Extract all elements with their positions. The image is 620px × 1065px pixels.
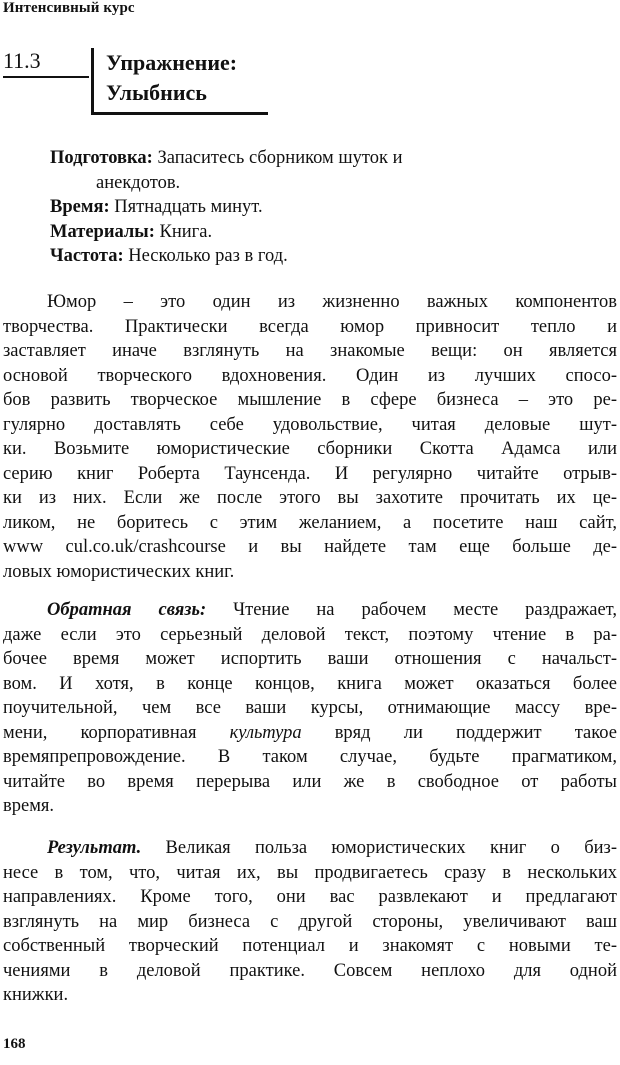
text-line: поучительной, чем все ваши курсы, отнимающие массу вре- bbox=[3, 698, 617, 718]
paragraph-result bbox=[3, 836, 617, 1008]
text-line: читайте во время перерыва или же в свободное от работы bbox=[3, 771, 617, 792]
text-line: ки из них. Если же после этого вы захотите прочитать их це- bbox=[3, 488, 617, 508]
detail-time bbox=[50, 195, 610, 220]
text-line: гулярно доставлять себе удовольствие, читая деловые шут- bbox=[3, 414, 617, 435]
detail-value: анекдотов. bbox=[96, 172, 181, 193]
emphasized-word: культура bbox=[229, 722, 302, 743]
text-line: www cul.co.uk/crashcourse и вы найдете там еще больше де- bbox=[3, 537, 617, 557]
detail-value: Пятнадцать минут. bbox=[109, 197, 263, 217]
text-line: ловых юмористических книг. bbox=[3, 561, 235, 582]
detail-label: Материалы: bbox=[50, 221, 155, 242]
section-title-frame bbox=[91, 48, 268, 115]
paragraph-feedback bbox=[3, 598, 617, 819]
text-line: несе в том, что, читая их, вы продвигаетесь сразу в нескольких bbox=[3, 862, 617, 883]
running-head: Интенсивный курс bbox=[3, 0, 135, 16]
text-line: время. bbox=[3, 796, 55, 816]
text-line: бов развить творческое мышление в сфере бизнеса – это ре- bbox=[3, 390, 617, 410]
text-fragment: мени, корпоративная bbox=[3, 722, 230, 743]
section-title bbox=[106, 48, 237, 108]
text-line: ки. Возьмите юмористические сборники Скотта Адамса или bbox=[3, 439, 617, 459]
exercise-details bbox=[50, 146, 610, 269]
paragraph-humor bbox=[3, 290, 617, 584]
text-line bbox=[3, 598, 617, 623]
text-line: основой творческого вдохновения. Один из лучших спосо- bbox=[3, 365, 617, 386]
text-line: ликом, не боритесь с этим желанием, а посетите наш сайт, bbox=[3, 512, 617, 533]
text-line: вом. И хотя, в конце концов, книга может оказаться более bbox=[3, 673, 617, 694]
section-heading bbox=[3, 46, 265, 116]
detail-preparation bbox=[50, 146, 610, 171]
text-fragment: вряд ли поддержит такое bbox=[301, 722, 617, 743]
detail-value: Книга. bbox=[154, 221, 213, 242]
text-line: взглянуть на мир бизнеса с другой стороны, увеличивают ваш bbox=[3, 911, 617, 932]
text-line: заставляет иначе взглянуть на знакомые вещи: он является bbox=[3, 341, 617, 361]
text-line: книжки. bbox=[3, 985, 69, 1005]
section-number: 11.3 bbox=[3, 48, 89, 78]
feedback-lead-in: Обратная связь: bbox=[47, 600, 207, 620]
text-line: серию книг Роберта Таунсенда. И регулярно читайте отрыв- bbox=[3, 463, 617, 484]
detail-frequency bbox=[50, 244, 610, 269]
text-line: творчества. Практически всегда юмор привносит тепло и bbox=[3, 316, 617, 337]
text-line bbox=[3, 836, 617, 861]
detail-value: Несколько раз в год. bbox=[123, 246, 288, 266]
text-line: направлениях. Кроме того, они вас развлекают и предлагают bbox=[3, 887, 617, 907]
detail-value: Запаситесь сборником шуток и bbox=[152, 148, 403, 168]
detail-label: Частота: bbox=[50, 246, 124, 266]
section-title-line-2: Улыбнись bbox=[106, 80, 207, 105]
text-line: бочее время может испортить ваши отношения с начальст- bbox=[3, 649, 617, 669]
text-line bbox=[3, 721, 617, 746]
text-line: даже если это серьезный деловой текст, поэтому чтение в ра- bbox=[3, 624, 617, 645]
text-fragment: Великая польза юмористических книг о биз- bbox=[141, 838, 617, 858]
text-line: собственный творческий потенциал и знакомят с новыми те- bbox=[3, 936, 617, 956]
result-lead-in: Результат. bbox=[47, 838, 142, 858]
page-number: 168 bbox=[3, 1036, 26, 1052]
text-line: времяпрепровождение. В таком случае, будьте прагматиком, bbox=[3, 747, 617, 767]
detail-label: Подготовка: bbox=[50, 148, 153, 168]
section-title-line-1: Упражнение: bbox=[106, 50, 238, 75]
detail-materials bbox=[50, 220, 610, 245]
detail-label: Время: bbox=[50, 197, 110, 217]
detail-preparation-cont bbox=[50, 171, 610, 196]
text-line: чениями в деловой практике. Совсем неплохо для одной bbox=[3, 960, 617, 981]
text-line: Юмор – это один из жизненно важных компонентов bbox=[47, 292, 617, 312]
text-fragment: Чтение на рабочем месте раздражает, bbox=[206, 600, 617, 620]
